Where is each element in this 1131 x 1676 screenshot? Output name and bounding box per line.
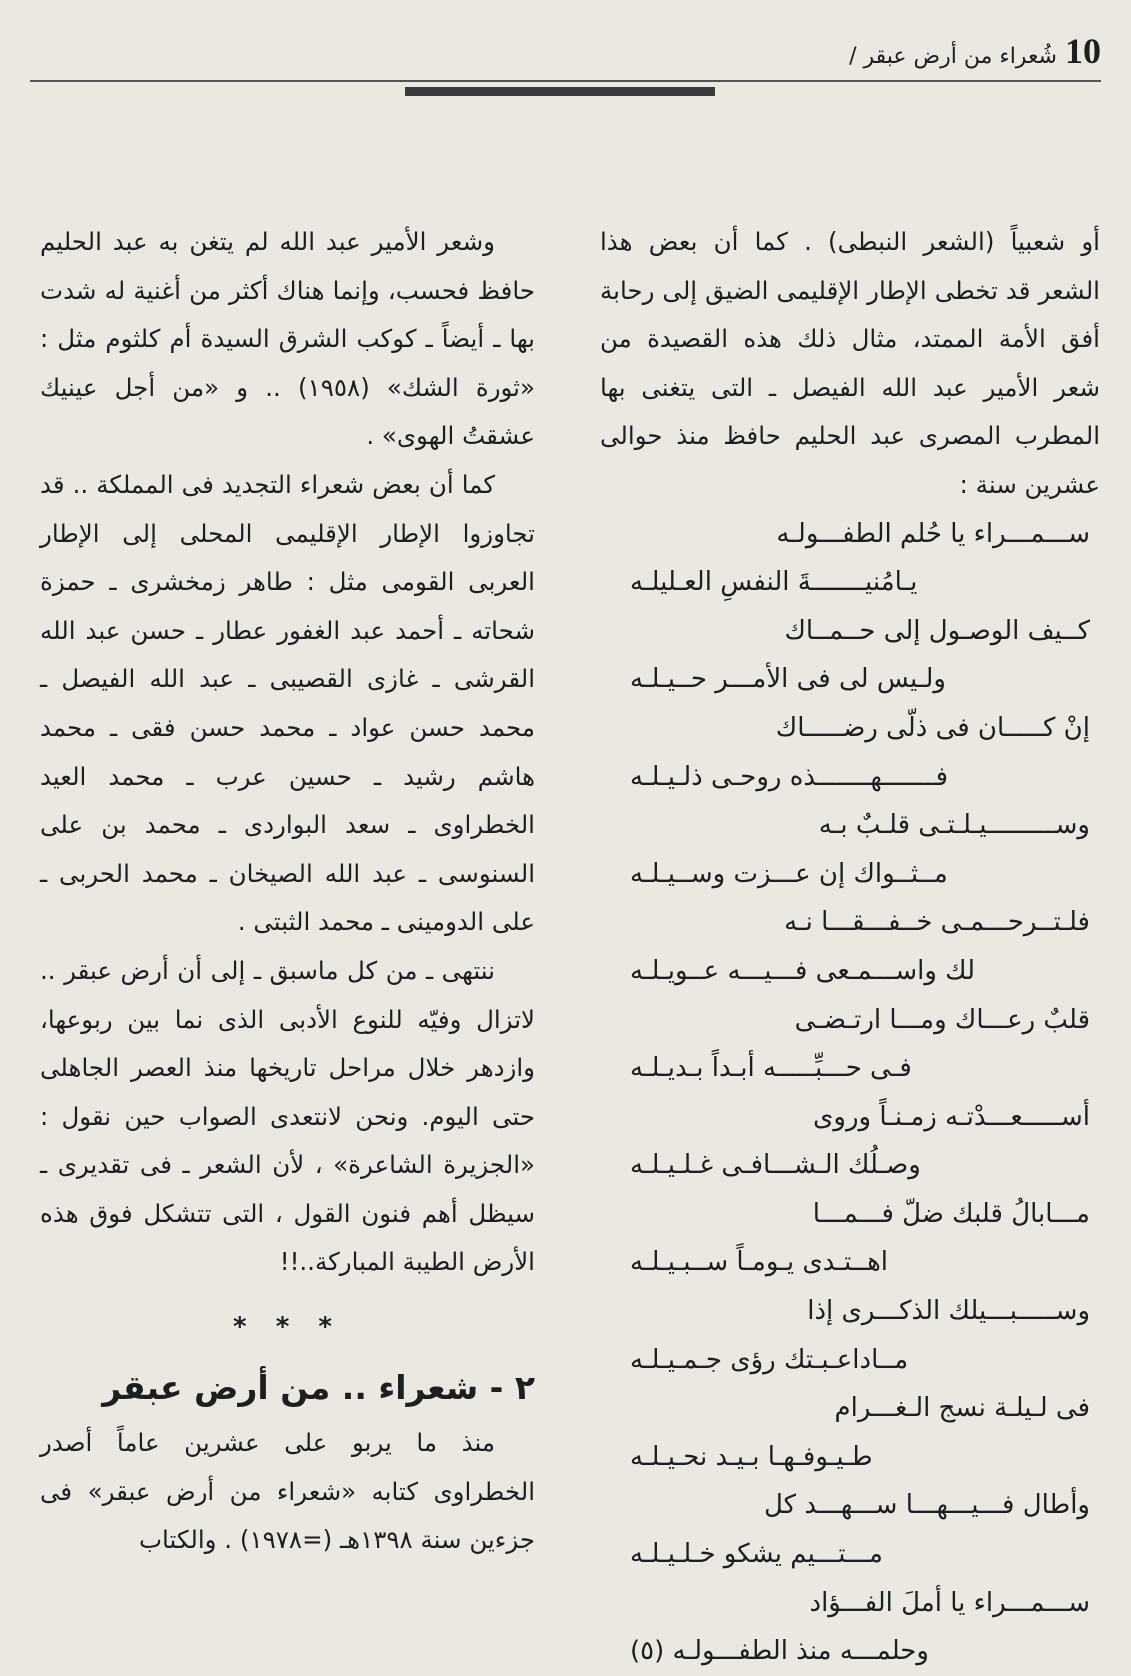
poem-line: وأطال فـــيـــهـــا ســـهـــد كل [763, 1490, 1090, 1521]
section-heading: ٢ - شعراء .. من أرض عبقر [102, 1368, 535, 1408]
header-bar [405, 87, 715, 96]
poem-line: فـــــــهـــــــذه روحـى ذلـيـلـه [630, 761, 949, 792]
page-header [30, 30, 1101, 82]
header-rule [30, 80, 1101, 82]
poem-line: فـى حـــبِّـــــه أبـداً بـديـلـه [630, 1053, 912, 1084]
poem-line: أســـــعـــدْتـه زمـنـاً وروى [813, 1101, 1090, 1132]
poem-line: وصـلُك الـشـــافـى غـلـيـلـه [630, 1150, 921, 1181]
body-paragraph: كما أن بعض شعراء التجديد فى المملكة .. قد تجاوزوا الإطار الإقليمى المحلى إلى الإطار العربى القومى مثل : طاهر زمخشرى ـ حمزة شحاته ـ أحمد عبد الغفور عطار ـ حسن عبد الله القرشى ـ غازى القصيبى ـ عبد الله الفيصل ـ محمد حسن عواد ـ محمد حسن فقى ـ محمد هاشم رشيد ـ حسين عرب ـ محمد العيد الخطراوى ـ سعد البواردى ـ محمد بن على السنوسى ـ عبد الله الصيخان ـ محمد الحربى ـ على الدومينى ـ محمد الثبتى . [40, 469, 535, 937]
poem-line: مـــتـــيم يشكو خـلـيـلـه [630, 1539, 883, 1570]
poem-line: وحلمـــه منذ الطفـــولـه (٥) [630, 1636, 929, 1667]
poem-line: ولـيس لى فى الأمـــر حــيـلـه [630, 664, 946, 695]
poem-line: فلـتــرحـــمـى خــفـــقـــا نـه [784, 907, 1090, 938]
poem-line: فى لـيلـة نسج الـغـــرام [834, 1393, 1090, 1424]
running-title: / شُعراء من أرض عبقر [849, 44, 1057, 69]
poem-line: ســـمـــراء يا أملَ الفـــؤاد [809, 1587, 1090, 1618]
poem-line: مــاداعـبـتك رؤى جـمـيـلـه [630, 1344, 909, 1375]
poem-line: يـامُنيـــــــةَ النفسِ العـليلـه [630, 567, 918, 598]
body-paragraph: وشعر الأمير عبد الله لم يتغن به عبد الحليم حافظ فحسب، وإنما هناك أكثر من أغنية له شدت بها ـ أيضاً ـ كوكب الشرق السيدة أم كلثوم مثل : «ثورة الشك» (١٩٥٨) .. و «من أجل عينيك عشقتُ الهوى» . [40, 227, 535, 451]
body-paragraph: ننتهى ـ من كل ماسبق ـ إلى أن أرض عبقر .. لاتزال وفيّه للنوع الأدبى الذى نما بين ربوعها، وازدهر خلال مراحل تاريخها منذ العصر الجاهلى حتى اليوم. ونحن لانتعدى الصواب حين نقول : «الجزيرة الشاعرة» ، لأن الشعر ـ فى تقديرى ـ سيظل أهم فنون القول ، التى تتشكل فوق هذه الأرض الطيبة المباركة..!! [40, 955, 535, 1277]
poem-line: إنْ كـــــان فى ذلّى رضـــــاك [775, 712, 1090, 743]
poem [600, 510, 1100, 1676]
poem-line: اهــتـدى يـومـاً ســبـيـلـه [630, 1247, 889, 1278]
page-number: 10 [1065, 31, 1101, 71]
poem-line: مـــابالُ قلبك ضلّ فـــمـــا [812, 1198, 1090, 1229]
intro-paragraph: أو شعبياً (الشعر النبطى) . كما أن بعض هذا الشعر قد تخطى الإطار الإقليمى الضيق إلى رحابة أفق الأمة الممتد، مثال ذلك هذه القصيدة من شعر الأمير عبد الله الفيصل ـ التى يتغنى بها المطرب المصرى عبد الحليم حافظ منذ حوالى عشرين سنة : [600, 227, 1100, 499]
poem-line: مــثــواك إن عـــزت وســيـلـه [630, 858, 948, 889]
poem-line: طـيـوفـهـا بـيـد نحـيـلـه [630, 1441, 873, 1472]
body-paragraph: منذ ما يربو على عشرين عاماً أصدر الخطراوى كتابه «شعراء من أرض عبقر» فى جزءين سنة ١٣٩٨هـ (=١٩٧٨) . والكتاب [40, 1428, 535, 1555]
section-separator: * * * [233, 1312, 342, 1343]
poem-line: ســـمـــراء يا حُلم الطفـــولـه [776, 518, 1090, 549]
poem-line: قلبٌ رعـــاك ومـــا ارتـضـى [794, 1004, 1090, 1035]
poem-line: وســـــــــيـلـتـى قلـبٌ بـه [818, 810, 1090, 841]
left-column [40, 218, 535, 1565]
poem-line: كــيف الوصـول إلى حــمــاك [784, 615, 1090, 646]
right-column [600, 218, 1100, 1676]
poem-line: وســـــبـــيلك الذكـــرى إذا [807, 1296, 1090, 1327]
poem-line: لك واســـمـعى فـــيـــه عــويـلـه [630, 955, 976, 986]
